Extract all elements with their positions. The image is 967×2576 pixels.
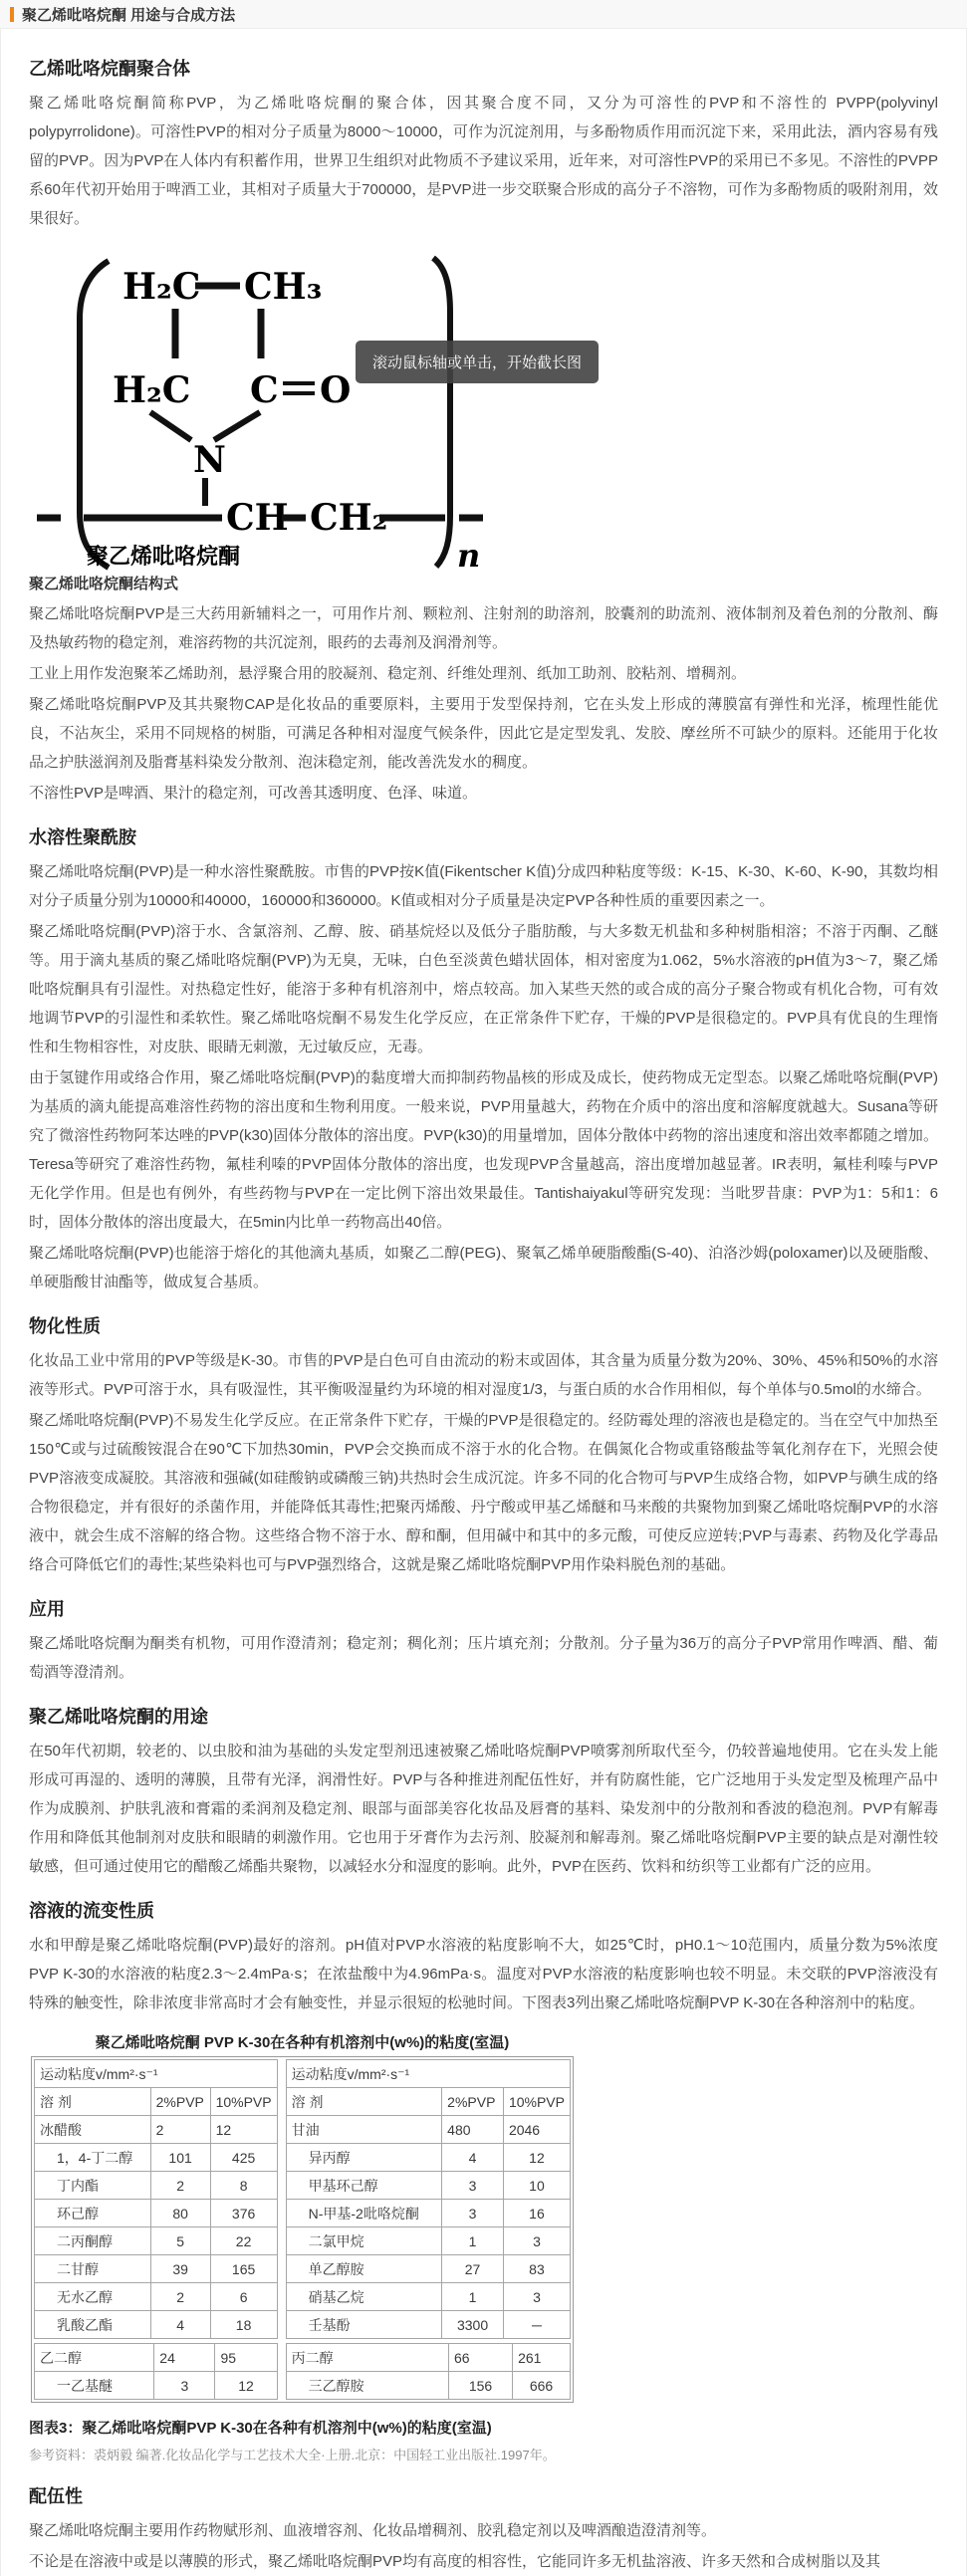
- solvent-name-cell: 二氯甲烷: [286, 2227, 442, 2255]
- pvp-structure-diagram: [29, 235, 527, 572]
- solvent-name-cell: 单乙醇胺: [286, 2255, 442, 2283]
- solvent-name-cell: 二丙酮醇: [35, 2227, 151, 2255]
- viscosity-value-cell: 156: [448, 2372, 512, 2400]
- solvent-name-cell: 壬基酚: [286, 2311, 442, 2339]
- title-accent-bar: [10, 7, 14, 22]
- page-title: 聚乙烯吡咯烷酮 用途与合成方法: [22, 6, 236, 24]
- solvent-name-cell: 异丙醇: [286, 2144, 442, 2172]
- table-row: [286, 2116, 570, 2144]
- column-header-solvent: 溶 剂: [35, 2088, 151, 2116]
- table-row: [286, 2144, 570, 2172]
- reference-note: 参考资料：裘炳毅 编著.化妆品化学与工艺技术大全·上册.北京：中国轻工业出版社.1997年。: [29, 2448, 556, 2462]
- solvent-name-cell: 二甘醇: [35, 2255, 151, 2283]
- viscosity-value-cell: 3: [154, 2372, 215, 2400]
- structure-caption: 聚乙烯吡咯烷酮结构式: [29, 576, 179, 592]
- viscosity-value-cell: 425: [210, 2144, 277, 2172]
- table-row: [286, 2200, 570, 2227]
- table-row: [35, 2344, 278, 2372]
- solvent-name-cell: 硝基乙烷: [286, 2283, 442, 2311]
- viscosity-table: [31, 2056, 574, 2403]
- table-row: [35, 2311, 278, 2339]
- solvent-name-cell: N-甲基-2吡咯烷酮: [286, 2200, 442, 2227]
- viscosity-value-cell: 80: [150, 2200, 210, 2227]
- viscosity-value-cell: 24: [154, 2344, 215, 2372]
- paragraph: 由于氢键作用或络合作用，聚乙烯吡咯烷酮(PVP)的黏度增大而抑制药物晶核的形成及成长，使药物成无定型态。以聚乙烯吡咯烷酮(PVP)为基质的滴丸能提高难溶性药物的溶出度和生物利用度。一般来说，PVP用量越大，药物在介质中的溶出度和溶解度就越大。Susana等研究了微溶性药物阿苯达唑的PVP(k30)固体分散体的溶出度。PVP(k30)的用量增加，固体分散体中药物的溶出速度和溶出效率都随之增加。Teresa等研究了难溶性药物，氟桂利嗪的PVP固体分散体的溶出度，也发现PVP含量越高，溶出度增加越显著。IR表明，氟桂利嗪与PVP无化学作用。但是也有例外，有些药物与PVP在一定比例下溶出效果最佳。Tantishaiyakul等研究发现：当吡罗昔康：PVP为1：5和1：6时，固体分散体的溶出度最大，在5min内比单一药物高出40倍。: [29, 1069, 938, 1231]
- viscosity-value-cell: 3: [503, 2227, 570, 2255]
- atom-o: O: [320, 369, 352, 411]
- viscosity-value-cell: 12: [503, 2144, 570, 2172]
- viscosity-value-cell: 2: [150, 2116, 210, 2144]
- atom-h2c-top: H₂C: [122, 266, 201, 308]
- solvent-name-cell: 三乙醇胺: [286, 2372, 448, 2400]
- table-row: [35, 2172, 278, 2200]
- viscosity-value-cell: 3: [442, 2200, 504, 2227]
- structure-label: 聚乙烯吡咯烷酮: [87, 544, 241, 569]
- viscosity-value-cell: 83: [503, 2255, 570, 2283]
- paragraph: 不溶性PVP是啤酒、果汁的稳定剂，可改善其透明度、色泽、味道。: [29, 785, 478, 802]
- viscosity-value-cell: 1: [442, 2283, 504, 2311]
- viscosity-value-cell: 5: [150, 2227, 210, 2255]
- table-row: [35, 2227, 278, 2255]
- viscosity-value-cell: 12: [215, 2372, 277, 2400]
- section-heading-uses: 聚乙烯吡咯烷酮的用途: [29, 1707, 208, 1727]
- viscosity-value-cell: 16: [503, 2200, 570, 2227]
- viscosity-value-cell: 95: [215, 2344, 277, 2372]
- solvent-name-cell: 乳酸乙酯: [35, 2311, 151, 2339]
- viscosity-value-cell: 3: [442, 2172, 504, 2200]
- solvent-name-cell: 无水乙醇: [35, 2283, 151, 2311]
- paragraph: 化妆品工业中常用的PVP等级是K-30。市售的PVP是白色可自由流动的粉末或固体，其含量为质量分数为20%、30%、45%和50%的水溶液等形式。PVP可溶于水，具有吸湿性，其平衡吸湿量约为环境的相对湿度1/3，与蛋白质的水合作用相似，每个单体与0.5mol的水缔合。: [29, 1352, 938, 1398]
- viscosity-value-cell: 12: [210, 2116, 277, 2144]
- viscosity-value-cell: 1: [442, 2227, 504, 2255]
- paragraph: 聚乙烯吡咯烷酮(PVP)是一种水溶性聚酰胺。市售的PVP按K值(Fikentscher K值)分成四种粘度等级：K-15、K-30、K-60、K-90，其数均相对分子质量分别为10000和40000，160000和360000。K值或相对分子质量是决定PVP各种性质的重要因素之一。: [29, 863, 938, 909]
- column-header-2pvp: 2%PVP: [442, 2088, 504, 2116]
- table-row: [35, 2372, 278, 2400]
- paragraph: 聚乙烯吡咯烷酮(PVP)不易发生化学反应。在正常条件下贮存，干燥的PVP是很稳定的。经防霉处理的溶液也是稳定的。当在空气中加热至150℃或与过硫酸铵混合在90℃下加热30min，PVP会交换而成不溶于水的化合物。在偶氮化合物或重铬酸盐等氧化剂存在下，光照会使PVP溶液变成凝胶。其溶液和强碱(如硅酸钠或磷酸三钠)共热时会生成沉淀。许多不同的化合物可与PVP生成络合物，如PVP与碘生成的络合物很稳定，并有很好的杀菌作用，并能降低其毒性;把聚丙烯酸、丹宁酸或甲基乙烯醚和马来酸的共聚物加到聚乙烯吡咯烷酮PVP的水溶液中，就会生成不溶解的络合物。这些络合物不溶于水、醇和酮，但用碱中和其中的多元酸，可使反应逆转;PVP与毒素、药物及化学毒品络合可降低它们的毒性;某些染料也可与PVP强烈络合，这就是聚乙烯吡咯烷酮PVP用作染料脱色剂的基础。: [29, 1412, 938, 1573]
- viscosity-table-right: [286, 2059, 571, 2400]
- solvent-name-cell: 乙二醇: [35, 2344, 154, 2372]
- viscosity-value-cell: 165: [210, 2255, 277, 2283]
- solvent-name-cell: 冰醋酸: [35, 2116, 151, 2144]
- unit-header: 运动粘度v/mm²·s⁻¹: [35, 2060, 278, 2088]
- atom-c: C: [250, 369, 279, 411]
- viscosity-value-cell: 480: [442, 2116, 504, 2144]
- viscosity-table-left: [34, 2059, 278, 2400]
- viscosity-value-cell: 666: [513, 2372, 571, 2400]
- paragraph: 不论是在溶液中或是以薄膜的形式，聚乙烯吡咯烷酮PVP均有高度的相容性，它能同许多无机盐溶液、许多天然和合成树脂以及其: [29, 2553, 881, 2570]
- column-header-2pvp: 2%PVP: [150, 2088, 210, 2116]
- viscosity-table-title: 聚乙烯吡咯烷酮 PVP K-30在各种有机溶剂中(w%)的粘度(室温): [95, 2034, 510, 2051]
- viscosity-value-cell: 66: [448, 2344, 512, 2372]
- paragraph: 水和甲醇是聚乙烯吡咯烷酮(PVP)最好的溶剂。pH值对PVP水溶液的粘度影响不大，如25℃时，pH0.1～10范围内，质量分数为5%浓度 PVP K-30的水溶液的粘度2.3～2.4mPa·s；在浓盐酸中为4.96mPa·s。温度对PVP水溶液的粘度影响也较不明显。未交联的PVP溶液没有特殊的触变性，除非浓度非常高时才会有触变性，并显示很短的松驰时间。下图表3列出聚乙烯吡咯烷酮PVP K-30在各种溶剂中的粘度。: [29, 1937, 938, 2011]
- viscosity-value-cell: 22: [210, 2227, 277, 2255]
- viscosity-value-cell: 18: [210, 2311, 277, 2339]
- viscosity-table-figure: [31, 2031, 574, 2403]
- paragraph: 聚乙烯吡咯烷酮简称PVP，为乙烯吡咯烷酮的聚合体，因其聚合度不同，又分为可溶性的PVP和不溶性的 PVPP(polyvinyl polypyrrolidone)。可溶性PVP的相对分子质量为8000～10000，可作为沉淀剂用，与多酚物质作用而沉淀下来，采用此法，酒内容易有残留的PVP。因为PVP在人体内有积蓄作用，世界卫生组织对此物质不予建议采用，近年来，对可溶性PVP的采用已不多见。不溶性的PVPP系60年代初开始用于啤酒工业，其相对子质量大于700000，是PVP进一步交联聚合形成的高分子不溶物，可作为多酚物质的吸附剂用，效果很好。: [29, 95, 938, 227]
- atom-h2c-mid: H₂C: [113, 369, 191, 411]
- section-heading-application: 应用: [29, 1599, 65, 1619]
- table-row: [286, 2344, 570, 2372]
- solvent-name-cell: 1，4-丁二醇: [35, 2144, 151, 2172]
- solvent-name-cell: 甲基环己醇: [286, 2172, 442, 2200]
- atom-n: N: [193, 439, 226, 481]
- paragraph: 聚乙烯吡咯烷酮PVP是三大药用新辅料之一，可用作片剂、颗粒剂、注射剂的助溶剂，胶囊剂的助流剂、液体制剂及着色剂的分散剂、酶及热敏药物的稳定剂，难溶药物的共沉淀剂，眼药的去毒剂及润滑剂等。: [29, 605, 938, 651]
- viscosity-value-cell: 101: [150, 2144, 210, 2172]
- viscosity-value-cell: 4: [150, 2311, 210, 2339]
- bond: [214, 412, 260, 440]
- paragraph: 聚乙烯吡咯烷酮为酮类有机物，可用作澄清剂；稳定剂；稠化剂；压片填充剂；分散剂。分子量为36万的高分子PVP常用作啤酒、醋、葡萄酒等澄清剂。: [29, 1635, 938, 1681]
- left-bracket: [80, 261, 109, 568]
- solvent-name-cell: 环己醇: [35, 2200, 151, 2227]
- section-heading-rheology: 溶液的流变性质: [29, 1901, 154, 1921]
- atom-ch2: CH₂: [310, 497, 388, 539]
- viscosity-value-cell: 8: [210, 2172, 277, 2200]
- table-row: [35, 2283, 278, 2311]
- paragraph: 工业上用作发泡聚苯乙烯助剂，悬浮聚合用的胶凝剂、稳定剂、纤维处理剂、纸加工助剂、胶粘剂、增稠剂。: [29, 665, 747, 682]
- column-header-solvent: 溶 剂: [286, 2088, 442, 2116]
- solvent-name-cell: 丙二醇: [286, 2344, 448, 2372]
- paragraph: 在50年代初期，较老的、以虫胶和油为基础的头发定型剂迅速被聚乙烯吡咯烷酮PVP喷雾剂所取代至今，仍较普遍地使用。它在头发上能形成可再湿的、透明的薄膜，且带有光泽，润滑性好。PVP与各种推进剂配伍性好，并有防腐性能，它广泛地用于头发定型及梳理产品中作为成膜剂、护肤乳液和膏霜的柔润剂及稳定剂、眼部与面部美容化妆品及唇膏的基料、染发剂中的分散剂和香波的稳泡剂。PVP有解毒作用和降低其他制剂对皮肤和眼睛的刺激作用。它也用于牙膏作为去污剂、胶凝剂和解毒剂。聚乙烯吡咯烷酮PVP主要的缺点是对潮性较敏感，但可通过使用它的醋酸乙烯酯共聚物，以减轻水分和湿度的影响。此外，PVP在医药、饮料和纺织等工业都有广泛的应用。: [29, 1743, 938, 1875]
- table-row: [286, 2311, 570, 2339]
- viscosity-value-cell: 10: [503, 2172, 570, 2200]
- viscosity-value-cell: 6: [210, 2283, 277, 2311]
- viscosity-value-cell: 2046: [503, 2116, 570, 2144]
- viscosity-value-cell: 3300: [442, 2311, 504, 2339]
- viscosity-value-cell: 376: [210, 2200, 277, 2227]
- table-row: [286, 2283, 570, 2311]
- atom-ch3: CH₃: [244, 266, 323, 308]
- unit-header: 运动粘度v/mm²·s⁻¹: [286, 2060, 570, 2088]
- solvent-name-cell: 甘油: [286, 2116, 442, 2144]
- section-heading-physchem: 物化性质: [29, 1316, 101, 1336]
- solvent-name-cell: 一乙基醚: [35, 2372, 154, 2400]
- section-heading-polymer: 乙烯吡咯烷酮聚合体: [29, 59, 190, 79]
- viscosity-value-cell: 2: [150, 2283, 210, 2311]
- table-row: [35, 2200, 278, 2227]
- table-row: [286, 2227, 570, 2255]
- viscosity-value-cell: 2: [150, 2172, 210, 2200]
- repeat-count-n: n: [457, 537, 481, 572]
- table-row: [286, 2172, 570, 2200]
- section-heading-compatibility: 配伍性: [29, 2486, 83, 2506]
- table-row: [35, 2144, 278, 2172]
- screenshot-capture-tooltip[interactable]: 滚动鼠标轴或单击，开始截长图: [356, 341, 599, 383]
- structure-figure: [29, 235, 940, 572]
- solvent-name-cell: 丁内酯: [35, 2172, 151, 2200]
- figure-caption: 图表3：聚乙烯吡咯烷酮PVP K-30在各种有机溶剂中(w%)的粘度(室温): [29, 2420, 492, 2437]
- viscosity-value-cell: 3: [503, 2283, 570, 2311]
- viscosity-value-cell: ─: [503, 2311, 570, 2339]
- paragraph: 聚乙烯吡咯烷酮(PVP)也能溶于熔化的其他滴丸基质，如聚乙二醇(PEG)、聚氧乙烯单硬脂酸酯(S-40)、泊洛沙姆(poloxamer)以及硬脂酸、单硬脂酸甘油酯等，做成复合基质。: [29, 1245, 938, 1290]
- viscosity-value-cell: 261: [513, 2344, 571, 2372]
- column-header-10pvp: 10%PVP: [210, 2088, 277, 2116]
- column-header-10pvp: 10%PVP: [503, 2088, 570, 2116]
- paragraph: 聚乙烯吡咯烷酮主要用作药物赋形剂、血液增容剂、化妆品增稠剂、胶乳稳定剂以及啤酒酿造澄清剂等。: [29, 2522, 717, 2539]
- paragraph: 聚乙烯吡咯烷酮(PVP)溶于水、含氯溶剂、乙醇、胺、硝基烷烃以及低分子脂肪酸，与大多数无机盐和多种树脂相溶；不溶于丙酮、乙醚等。用于滴丸基质的聚乙烯吡咯烷酮(PVP)为无臭，无味，白色至淡黄色蜡状固体，相对密度为1.062，5%水溶液的pH值为3～7，聚乙烯吡咯烷酮具有引湿性。对热稳定性好，能溶于多种有机溶剂中，熔点较高。加入某些天然的或合成的高分子聚合物或有机化合物，可有效地调节PVP的引湿性和柔软性。聚乙烯吡咯烷酮不易发生化学反应，在正常条件下贮存，干燥的PVP是很稳定的。PVP具有优良的生理惰性和生物相容性，对皮肤、眼睛无刺激，无过敏反应，无毒。: [29, 923, 938, 1055]
- viscosity-value-cell: 4: [442, 2144, 504, 2172]
- table-row: [286, 2372, 570, 2400]
- atom-ch: CH: [226, 497, 289, 539]
- paragraph: 聚乙烯吡咯烷酮PVP及其共聚物CAP是化妆品的重要原料，主要用于发型保持剂，它在头发上形成的薄膜富有弹性和光泽，梳理性能优良，不沾灰尘，采用不同规格的树脂，可满足各种相对湿度气候条件，因此它是定型发乳、发胶、摩丝所不可缺少的原料。还能用于化妆品之护肤滋润剂及脂膏基料染发分散剂、泡沫稳定剂，能改善洗发水的稠度。: [29, 696, 938, 771]
- table-row: [35, 2116, 278, 2144]
- viscosity-value-cell: 27: [442, 2255, 504, 2283]
- section-heading-amide: 水溶性聚酰胺: [29, 827, 136, 847]
- bond: [150, 412, 191, 440]
- table-row: [286, 2255, 570, 2283]
- viscosity-value-cell: 39: [150, 2255, 210, 2283]
- table-row: [35, 2255, 278, 2283]
- page-header: [0, 0, 967, 29]
- article-body: [0, 29, 967, 2576]
